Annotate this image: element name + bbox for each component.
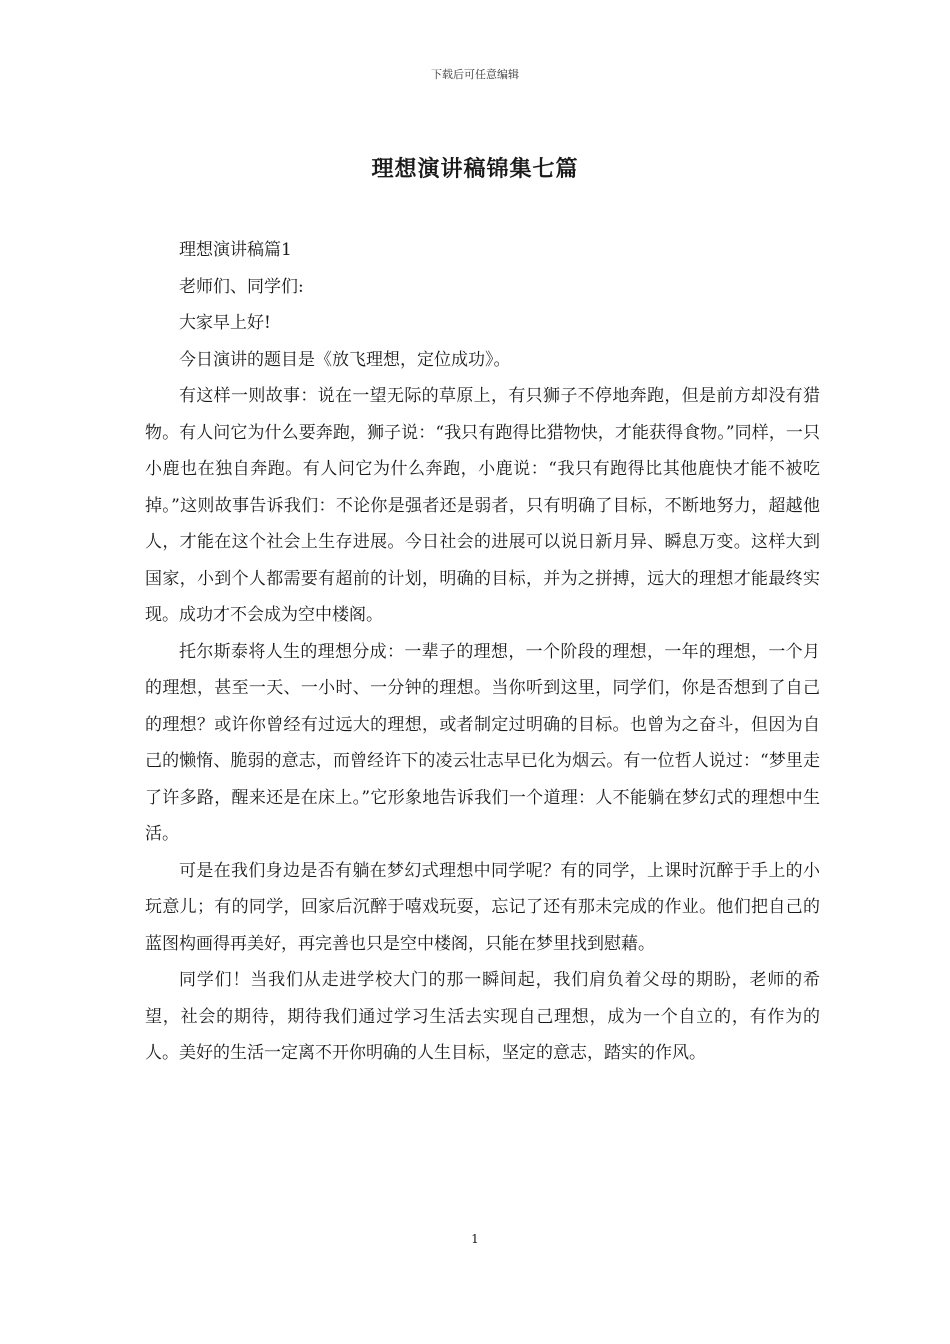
paragraph: 可是在我们身边是否有躺在梦幻式理想中同学呢？有的同学，上课时沉醉于手上的小玩意儿；有的同学，回家后沉醉于嘻戏玩耍，忘记了还有那未完成的作业。他们把自己的蓝图构画得再美好，再完善也只是空中楼阁，只能在梦里找到慰藉。: [145, 860, 820, 954]
section-heading: 理想演讲稿篇1: [179, 240, 292, 260]
header-note: 下载后可任意编辑: [431, 68, 519, 81]
greeting: 大家早上好!: [179, 313, 271, 333]
topic-line: 今日演讲的题目是《放飞理想，定位成功》。: [179, 349, 511, 370]
document-title: 理想演讲稿锦集七篇: [371, 156, 579, 182]
salutation: 老师们、同学们:: [179, 276, 304, 297]
paragraph: 同学们！当我们从走进学校大门的那一瞬间起，我们肩负着父母的期盼，老师的希望，社会的期待，期待我们通过学习生活去实现自己理想，成为一个自立的，有作为的人。美好的生活一定离不开你明确的人生目标，坚定的意志，踏实的作风。: [145, 970, 820, 1063]
page-number: 1: [471, 1232, 479, 1246]
document-body: [145, 232, 820, 1072]
paragraph: 托尔斯泰将人生的理想分成：一辈子的理想，一个阶段的理想，一年的理想，一个月的理想，甚至一天、一小时、一分钟的理想。当你听到这里，同学们，你是否想到了自己的理想？或许你曾经有过远大的理想，或者制定过明确的目标。也曾为之奋斗，但因为自己的懒惰、脆弱的意志，而曾经许下的凌云壮志早已化为烟云。有一位哲人说过：“梦里走了许多路，醒来还是在床上。”它形象地告诉我们一个道理：人不能躺在梦幻式的理想中生活。: [145, 641, 820, 844]
paragraph: 有这样一则故事：说在一望无际的草原上，有只狮子不停地奔跑，但是前方却没有猎物。有人问它为什么要奔跑，狮子说：“我只有跑得比猎物快，才能获得食物。”同样，一只小鹿也在独自奔跑。有人问它为什么奔跑，小鹿说：“我只有跑得比其他鹿快才能不被吃掉。”这则故事告诉我们：不论你是强者还是弱者，只有明确了目标，不断地努力，超越他人，才能在这个社会上生存进展。今日社会的进展可以说日新月异、瞬息万变。这样大到国家，小到个人都需要有超前的计划，明确的目标，并为之拼搏，远大的理想才能最终实现。成功才不会成为空中楼阁。: [145, 386, 820, 625]
